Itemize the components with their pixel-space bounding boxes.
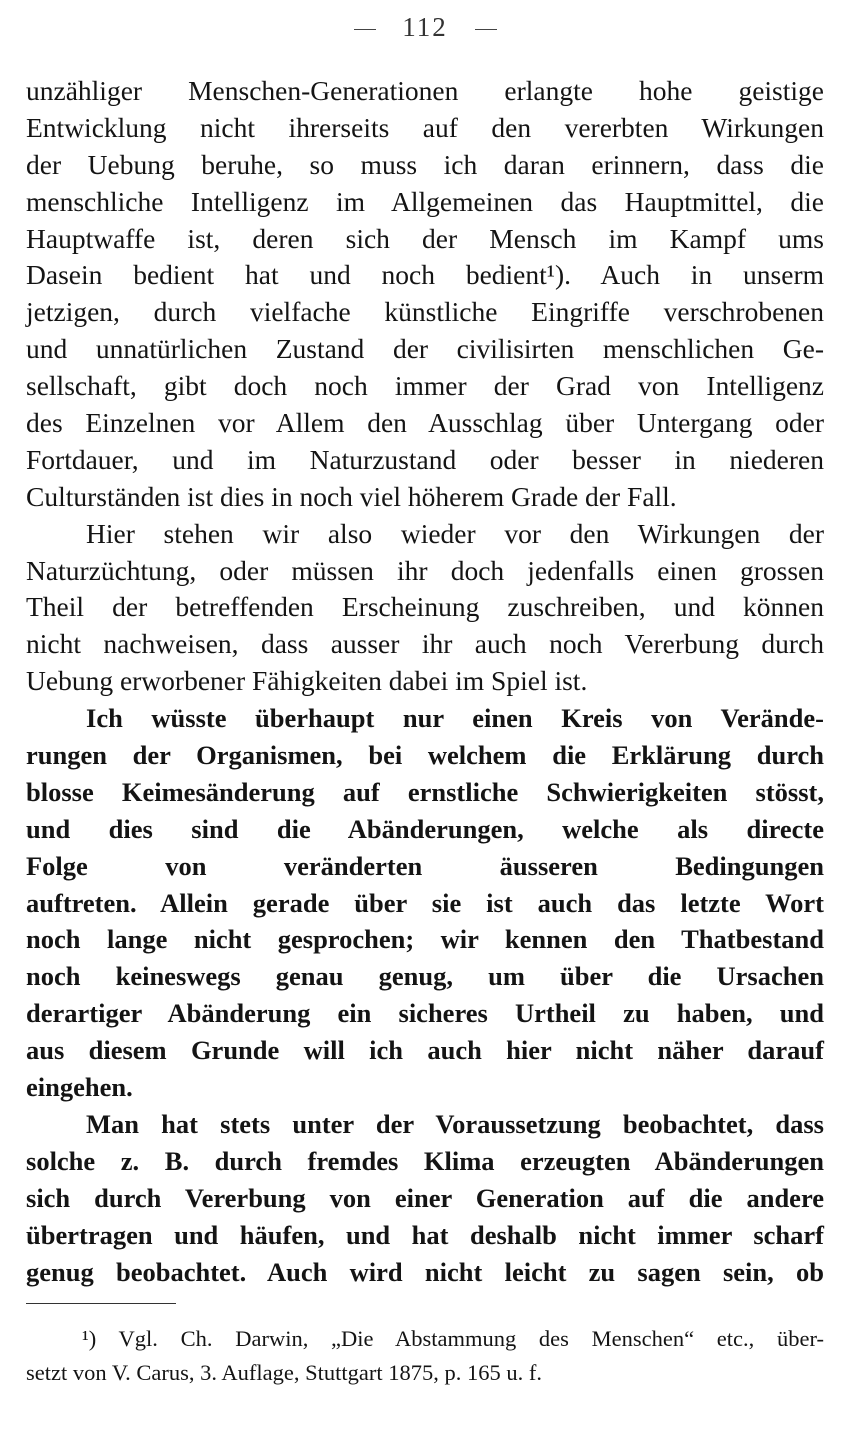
text-line: eingehen.	[26, 1072, 133, 1103]
paragraph-3	[26, 700, 824, 1106]
text-line: Culturständen ist dies in noch viel höherem Grade der Fall.	[26, 480, 677, 512]
text-line: derartiger Abänderung ein sicheres Urtheil zu haben, und	[26, 998, 824, 1029]
text-line: des Einzelnen vor Allem den Ausschlag über Untergang oder	[26, 407, 824, 439]
text-line: noch lange nicht gesprochen; wir kennen den Thatbestand	[26, 924, 824, 955]
text-line: sich durch Vererbung von einer Generation auf die andere	[26, 1182, 824, 1213]
footnote	[26, 1322, 824, 1390]
text-line: sellschaft, gibt doch noch immer der Grad von Intelligenz	[26, 370, 824, 402]
footnote-line: setzt von V. Carus, 3. Auflage, Stuttgart 1875, p. 165 u. f.	[26, 1360, 543, 1385]
text-line: auftreten. Allein gerade über sie ist auch das letzte Wort	[26, 887, 824, 918]
header-dash-left	[354, 29, 376, 30]
paragraph-1	[26, 73, 824, 516]
text-line: solche z. B. durch fremdes Klima erzeugten Abänderungen	[26, 1145, 824, 1176]
text-line: übertragen und häufen, und hat deshalb nicht immer scharf	[26, 1219, 824, 1250]
page-header	[0, 12, 850, 43]
text-line: Naturzüchtung, oder müssen ihr doch jedenfalls einen grossen	[26, 554, 824, 586]
text-line: Entwicklung nicht ihrerseits auf den vererbten Wirkungen	[26, 111, 824, 143]
text-line: Folge von veränderten äusseren Bedingungen	[26, 850, 824, 881]
text-line: der Uebung beruhe, so muss ich daran erinnern, dass die	[26, 148, 824, 180]
main-text	[26, 73, 824, 1290]
page-number: 112	[402, 12, 448, 42]
paragraph-4	[26, 1106, 824, 1290]
paragraph-2	[26, 516, 824, 700]
text-line: Hier stehen wir also wieder vor den Wirkungen der	[86, 517, 824, 549]
text-line: genug beobachtet. Auch wird nicht leicht zu sagen sein, ob	[26, 1256, 824, 1287]
text-line: Hauptwaffe ist, deren sich der Mensch im Kampf ums	[26, 222, 824, 254]
text-line: Fortdauer, und im Naturzustand oder besser in niederen	[26, 443, 824, 475]
text-line: menschliche Intelligenz im Allgemeinen das Hauptmittel, die	[26, 185, 824, 217]
text-line: Theil der betreffenden Erscheinung zuschreiben, und können	[26, 591, 824, 623]
footnote-divider	[26, 1303, 176, 1304]
text-line: aus diesem Grunde will ich auch hier nicht näher darauf	[26, 1035, 824, 1066]
text-line: rungen der Organismen, bei welchem die Erklärung durch	[26, 740, 824, 771]
text-line: und dies sind die Abänderungen, welche als directe	[26, 813, 824, 844]
text-line: Man hat stets unter der Voraussetzung beobachtet, dass	[86, 1108, 824, 1139]
header-dash-right	[475, 29, 497, 30]
text-line: Uebung erworbener Fähigkeiten dabei im Spiel ist.	[26, 665, 588, 697]
text-line: jetzigen, durch vielfache künstliche Eingriffe verschrobenen	[26, 296, 824, 328]
text-line: nicht nachweisen, dass ausser ihr auch noch Vererbung durch	[26, 628, 824, 660]
text-line: Ich wüsste überhaupt nur einen Kreis von Verände-	[86, 703, 824, 734]
text-line: Dasein bedient hat und noch bedient¹). Auch in unserm	[26, 259, 824, 291]
footnote-line: ¹) Vgl. Ch. Darwin, „Die Abstammung des Menschen“ etc., über-	[82, 1326, 824, 1351]
text-line: blosse Keimesänderung auf ernstliche Schwierigkeiten stösst,	[26, 776, 824, 807]
text-line: noch keineswegs genau genug, um über die Ursachen	[26, 961, 824, 992]
text-line: unzähliger Menschen-Generationen erlangte hohe geistige	[26, 75, 824, 106]
text-line: und unnatürlichen Zustand der civilisirten menschlichen Ge-	[26, 333, 824, 365]
